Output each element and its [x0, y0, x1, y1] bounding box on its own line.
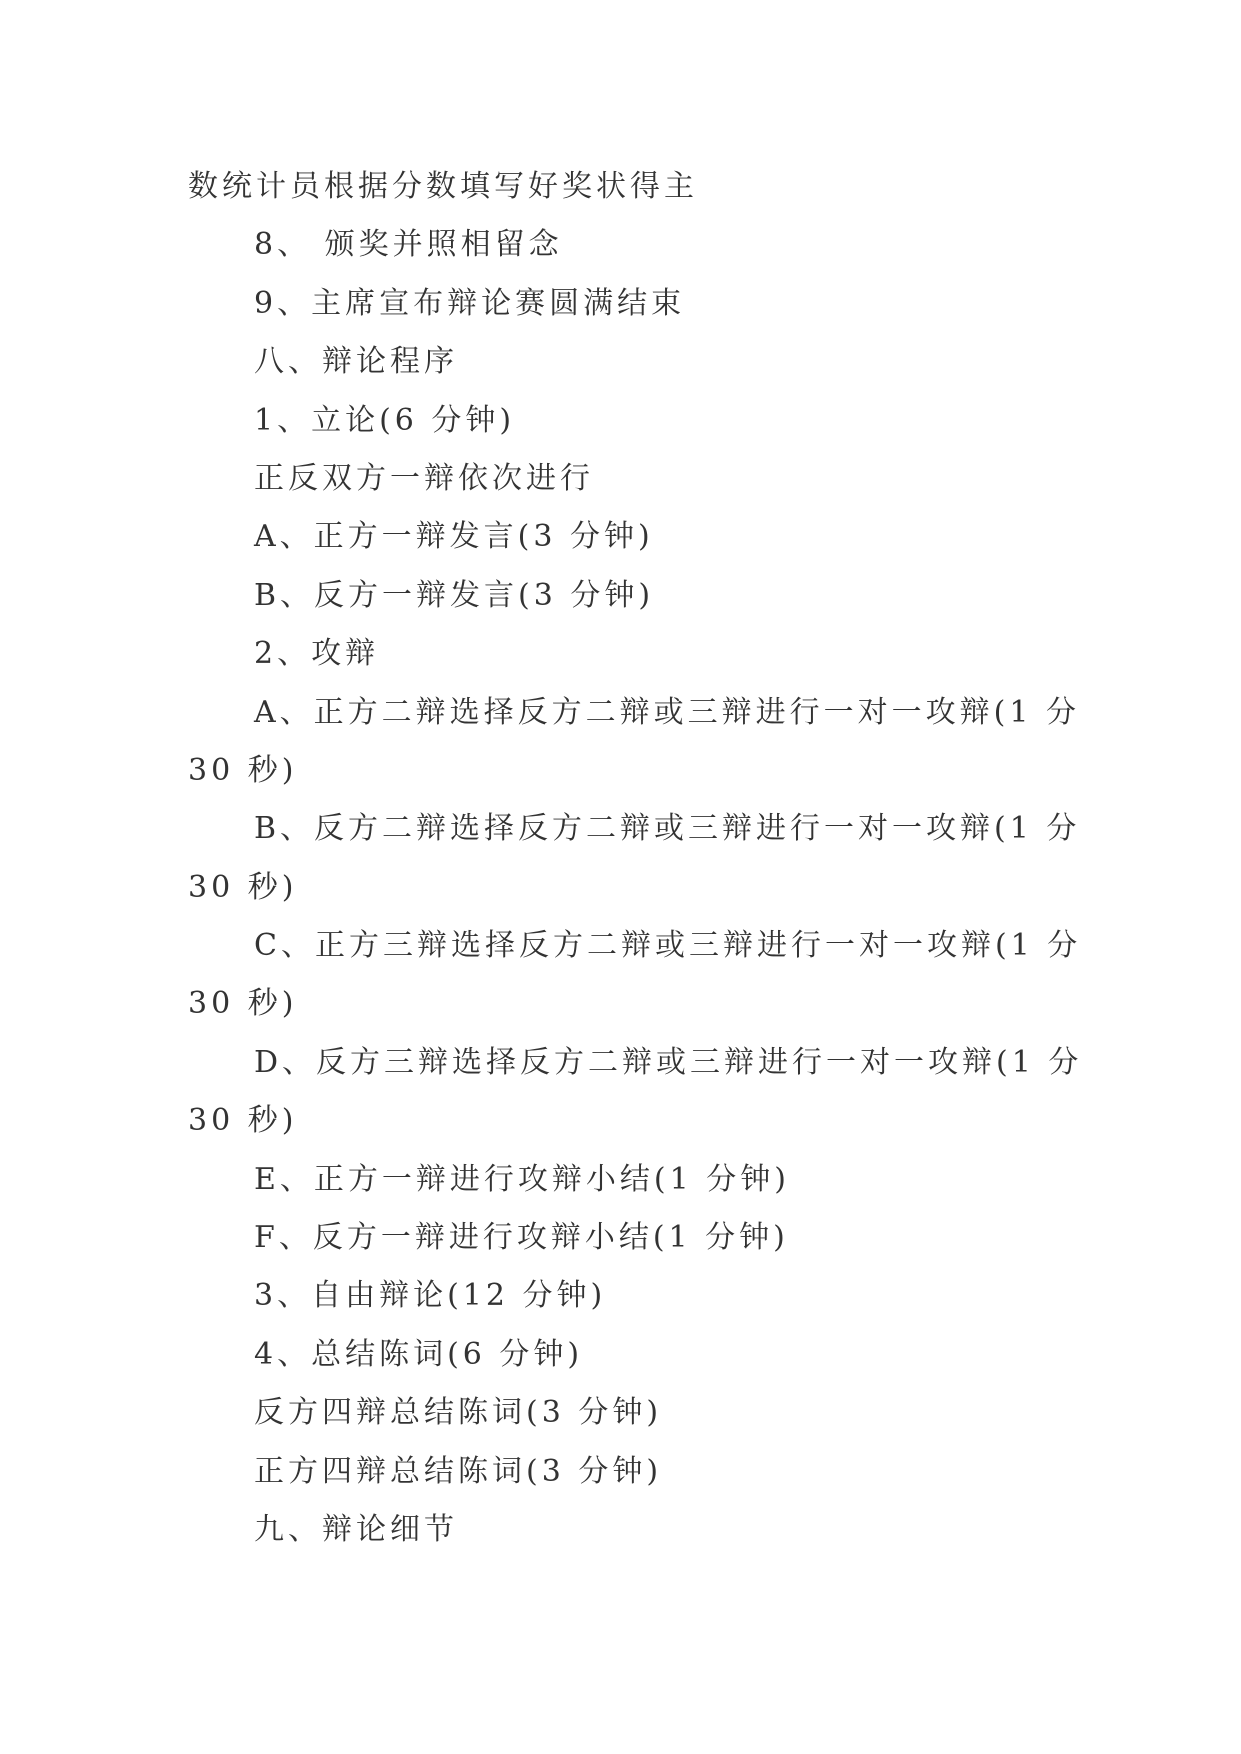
text-line-cross-a: A、正方二辩选择反方二辩或三辩进行一对一攻辩(1 分 [254, 694, 1080, 730]
text-line-cross-b-cont: 30 秒) [188, 869, 298, 905]
text-line-cross-d: D、反方三辩选择反方二辩或三辩进行一对一攻辩(1 分 [254, 1044, 1083, 1080]
text-line-cross-exam: 2、攻辩 [254, 636, 380, 672]
document-page [188, 158, 1083, 1559]
section-heading-debate-procedure: 八、辩论程序 [254, 344, 458, 380]
text-line-award-photo: 8、 颁奖并照相留念 [254, 227, 563, 263]
text-line-free-debate: 3、自由辩论(12 分钟) [254, 1278, 607, 1314]
text-line-con-first: B、反方一辩发言(3 分钟) [254, 577, 655, 613]
text-line-closing: 4、总结陈词(6 分钟) [254, 1336, 584, 1372]
text-line-pro-closing: 正方四辩总结陈词(3 分钟) [254, 1453, 663, 1489]
text-line-con-closing: 反方四辩总结陈词(3 分钟) [254, 1395, 663, 1431]
text-line-first-speakers: 正反双方一辩依次进行 [254, 460, 594, 496]
text-line-cross-c-cont: 30 秒) [188, 986, 298, 1022]
text-line-pro-first: A、正方一辩发言(3 分钟) [254, 519, 654, 555]
text-line-summary-f: F、反方一辩进行攻辩小结(1 分钟) [254, 1220, 789, 1256]
text-line-cross-c: C、正方三辩选择反方二辩或三辩进行一对一攻辩(1 分 [254, 928, 1082, 964]
text-line-opening-statement: 1、立论(6 分钟) [254, 402, 516, 438]
text-line-continuation: 数统计员根据分数填写好奖状得主 [188, 169, 698, 204]
text-line-chair-closing: 9、主席宣布辩论赛圆满结束 [254, 285, 686, 321]
text-line-cross-b: B、反方二辩选择反方二辩或三辩进行一对一攻辩(1 分 [254, 811, 1081, 847]
section-heading-debate-details: 九、辩论细节 [254, 1511, 458, 1547]
text-line-summary-e: E、正方一辩进行攻辩小结(1 分钟) [254, 1161, 790, 1197]
text-line-cross-a-cont: 30 秒) [188, 752, 298, 788]
text-line-cross-d-cont: 30 秒) [188, 1103, 298, 1139]
